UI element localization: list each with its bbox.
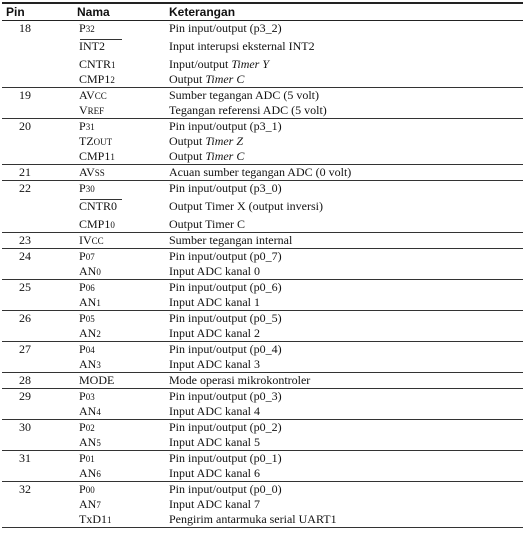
pin-name: TxD11 [79, 512, 112, 526]
pin-number: 25 [19, 280, 31, 294]
pin-name: MODE [79, 373, 115, 387]
pin-name: P00 [79, 482, 95, 496]
column-header-nama: Nama [77, 5, 110, 19]
pin-description-italic: Timer C [205, 149, 245, 163]
pin-name: TZOUT [79, 134, 113, 148]
pin-description [169, 119, 282, 134]
table-row [0, 119, 527, 165]
pin-description-text: Output [169, 72, 206, 86]
pin-description-text: Pin input/output (p0_6) [169, 280, 282, 294]
pin-name: P04 [79, 342, 95, 356]
pin-description [169, 451, 282, 466]
pin-name: CMP10 [79, 217, 115, 231]
pin-description-text: Input ADC kanal 6 [169, 466, 260, 480]
pin-name: VREF [79, 103, 105, 117]
pin-description [169, 404, 260, 419]
pin-description [169, 264, 260, 279]
pin-description [169, 233, 292, 248]
pin-function-line [0, 451, 527, 466]
pin-description [169, 357, 260, 372]
table-row [0, 420, 527, 451]
pin-description-text: Sumber tegangan ADC (5 volt) [169, 88, 319, 102]
pin-description-text: Pin input/output (p0_7) [169, 249, 282, 263]
pin-function-line [0, 165, 527, 180]
pin-description-italic: Timer C [205, 72, 245, 86]
column-header-pin: Pin [6, 5, 25, 19]
pin-description-text: Pin input/output (p0_5) [169, 311, 282, 325]
pin-description-text: Input ADC kanal 2 [169, 326, 260, 340]
pin-number: 23 [19, 233, 31, 247]
pin-function-line [0, 88, 527, 103]
pin-name: P02 [79, 420, 95, 434]
table-row [0, 249, 527, 280]
pin-name: P03 [79, 389, 95, 403]
pin-number: 19 [19, 88, 31, 102]
pin-number: 21 [19, 165, 31, 179]
pin-name: CMP12 [79, 72, 115, 86]
pin-number: 27 [19, 342, 31, 356]
pin-name: IVCC [79, 233, 104, 247]
pin-description-text: Input ADC kanal 4 [169, 404, 260, 418]
pin-description-text: Pengirim antarmuka serial UART1 [169, 512, 337, 526]
pin-function-line [0, 134, 527, 149]
pin-function-line [0, 420, 527, 435]
pin-function-line [0, 512, 527, 527]
pin-function-line [0, 217, 527, 232]
pin-description [169, 36, 315, 57]
table-row [0, 233, 527, 249]
pin-description [169, 295, 260, 310]
pin-function-line [0, 357, 527, 372]
pin-name: P07 [79, 249, 95, 263]
pin-description-text: Input interupsi eksternal INT2 [169, 39, 315, 53]
pin-function-line [0, 497, 527, 512]
pin-description-text: Input ADC kanal 1 [169, 295, 260, 309]
pin-name: AN5 [79, 435, 101, 449]
pin-description-text: Output [169, 149, 206, 163]
pin-number: 30 [19, 420, 31, 434]
table-row [0, 21, 527, 88]
pin-description-text: Pin input/output (p0_0) [169, 482, 282, 496]
pin-function-line [0, 326, 527, 341]
pin-name: P32 [79, 21, 95, 35]
pin-function-line [0, 389, 527, 404]
pin-description-text: Input ADC kanal 3 [169, 357, 260, 371]
pin-function-line [0, 149, 527, 164]
table-row [0, 88, 527, 119]
pin-name: AN2 [79, 326, 101, 340]
pin-number: 29 [19, 389, 31, 403]
pin-description [169, 181, 282, 196]
pin-number: 31 [19, 451, 31, 465]
pin-function-line [0, 119, 527, 134]
pin-description-text: Output Timer C [169, 217, 246, 231]
pin-function-line [0, 482, 527, 497]
pin-number: 22 [19, 181, 31, 195]
pin-description-text: Output Timer X (output inversi) [169, 199, 324, 213]
table-row [0, 342, 527, 373]
pin-function-line [0, 21, 527, 36]
pin-description [169, 435, 260, 450]
pin-description [169, 103, 327, 118]
pin-description-text: Input ADC kanal 5 [169, 435, 260, 449]
pin-description-text: Acuan sumber tegangan ADC (0 volt) [169, 165, 352, 179]
pin-description [169, 149, 244, 164]
pin-function-line [0, 233, 527, 248]
pin-name: AN1 [79, 295, 101, 309]
pin-description-italic: Timer Y [231, 57, 270, 71]
pin-description-text: Pin input/output (p0_2) [169, 420, 282, 434]
pin-function-line [0, 264, 527, 279]
pin-function-line [0, 57, 527, 72]
pin-description [169, 249, 282, 264]
pin-description [169, 217, 245, 232]
pin-description-text: Input ADC kanal 0 [169, 264, 260, 278]
pin-name: CNTR1 [79, 57, 116, 71]
pin-description [169, 196, 323, 217]
pin-function-line [0, 466, 527, 481]
pin-description [169, 57, 269, 72]
pin-description-text: Tegangan referensi ADC (5 volt) [169, 103, 327, 117]
pin-description [169, 342, 282, 357]
pin-description-text: Pin input/output (p3_0) [169, 181, 282, 195]
pin-function-line [0, 181, 527, 196]
pin-description-text: Mode operasi mikrokontroler [169, 373, 311, 387]
pin-description [169, 311, 282, 326]
column-header-keterangan: Keterangan [169, 5, 236, 19]
pin-function-line [0, 72, 527, 87]
pin-function-line [0, 342, 527, 357]
pin-description [169, 389, 282, 404]
pin-name: INT2 [79, 39, 105, 53]
pin-description-text: Input/output [169, 57, 232, 71]
pin-description-text: Pin input/output (p0_1) [169, 451, 282, 465]
table-row [0, 451, 527, 482]
table-body [0, 21, 527, 528]
table-row [0, 165, 527, 181]
pin-description [169, 280, 282, 295]
pin-function-line [0, 373, 527, 388]
pin-number: 26 [19, 311, 31, 325]
pin-function-line [0, 311, 527, 326]
pin-function-line [0, 196, 527, 217]
pin-number: 20 [19, 119, 31, 133]
table-row [0, 311, 527, 342]
table-row [0, 280, 527, 311]
pin-number: 28 [19, 373, 31, 387]
pin-description [169, 134, 243, 149]
pin-description [169, 326, 260, 341]
pin-function-line [0, 36, 527, 57]
pin-name: CNTR0 [79, 199, 118, 213]
pin-description-text: Input ADC kanal 7 [169, 497, 260, 511]
table-row [0, 389, 527, 420]
pin-name: P01 [79, 451, 95, 465]
pin-number: 24 [19, 249, 31, 263]
pin-name: AN6 [79, 466, 101, 480]
pin-name: AN3 [79, 357, 101, 371]
table-row [0, 373, 527, 389]
pin-name: P06 [79, 280, 95, 294]
pin-description [169, 466, 260, 481]
pin-name: P05 [79, 311, 95, 325]
pin-name: AN7 [79, 497, 101, 511]
pin-name: P30 [79, 181, 95, 195]
pin-number: 32 [19, 482, 31, 496]
pin-description [169, 21, 282, 36]
pin-function-line [0, 280, 527, 295]
pin-function-line [0, 295, 527, 310]
pin-description [169, 165, 351, 180]
pin-description [169, 72, 244, 87]
pin-description-text: Output [169, 134, 206, 148]
table-row [0, 181, 527, 233]
pin-description [169, 420, 282, 435]
pin-description [169, 497, 260, 512]
pin-function-line [0, 435, 527, 450]
pin-name: AVCC [79, 88, 107, 102]
pin-function-line [0, 404, 527, 419]
pin-description-text: Pin input/output (p3_1) [169, 119, 282, 133]
pin-description-italic: Timer Z [205, 134, 244, 148]
pin-description-text: Pin input/output (p3_2) [169, 21, 282, 35]
pin-description [169, 88, 319, 103]
table-row [0, 482, 527, 528]
pin-name: AN0 [79, 264, 101, 278]
pin-name: AVSS [79, 165, 105, 179]
pin-number: 18 [19, 21, 31, 35]
pin-name: AN4 [79, 404, 101, 418]
pin-description-text: Pin input/output (p0_4) [169, 342, 282, 356]
pin-description [169, 373, 310, 388]
pin-function-line [0, 249, 527, 264]
pin-function-line [0, 103, 527, 118]
pin-description-text: Sumber tegangan internal [169, 233, 293, 247]
row-separator [2, 527, 523, 528]
pin-name: P31 [79, 119, 95, 133]
pin-description [169, 482, 282, 497]
pin-name: CMP11 [79, 149, 115, 163]
pin-description-text: Pin input/output (p0_3) [169, 389, 282, 403]
pin-description [169, 512, 337, 527]
